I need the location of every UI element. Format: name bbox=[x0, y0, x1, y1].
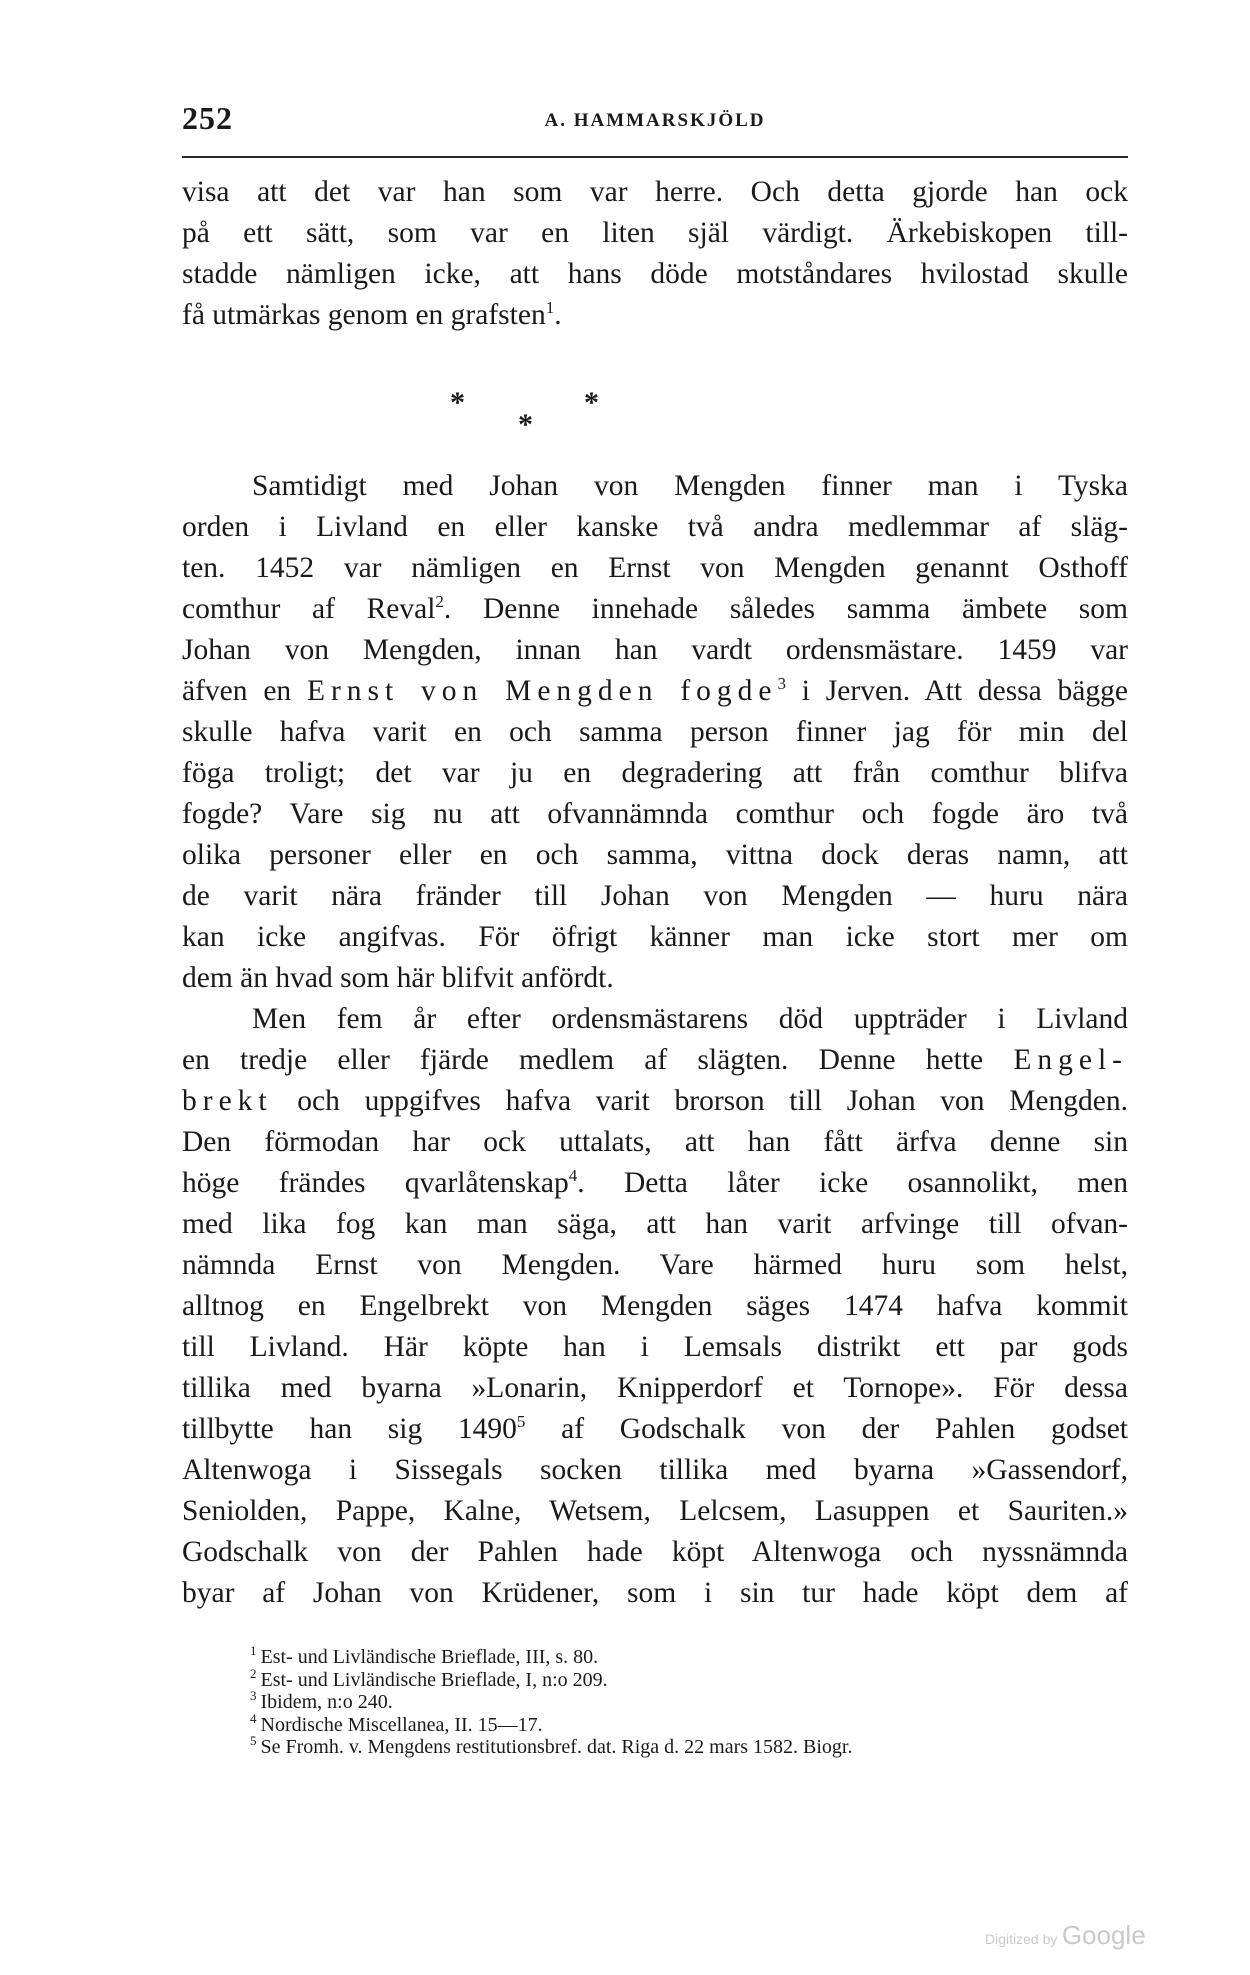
text-line: skulle hafva varit en och samma person finner jag för min del bbox=[182, 716, 1128, 748]
text-line: föga troligt; det var ju en degradering att från comthur blifva bbox=[182, 757, 1128, 789]
text-line: Den förmodan har ock uttalats, att han fått ärfva denne sin bbox=[182, 1126, 1128, 1158]
text-line: olika personer eller en och samma, vittna dock deras namn, att bbox=[182, 839, 1128, 871]
footnote-number: 5 bbox=[250, 1733, 257, 1749]
footnote-ref: 3 bbox=[777, 674, 786, 694]
text-line: brekt och uppgifves hafva varit brorson till Johan von Mengden. bbox=[182, 1085, 1128, 1117]
running-head: A. HAMMARSKJÖLD bbox=[544, 110, 766, 131]
text-line: med lika fog kan man säga, att han varit arfvinge till ofvan- bbox=[182, 1208, 1128, 1240]
text-line: höge frändes qvarlåtenskap$^4$. Detta låter icke osannolikt, men bbox=[182, 1166, 1128, 1199]
separator-star: * bbox=[518, 408, 533, 441]
footnote bbox=[250, 1688, 1130, 1714]
footnote-number: 2 bbox=[250, 1665, 257, 1681]
footnote bbox=[250, 1643, 1130, 1669]
text-line: tillika med byarna »Lonarin, Knipperdorf et Tornope». För dessa bbox=[182, 1372, 1128, 1404]
text-line: fogde? Vare sig nu att ofvannämnda comthur och fogde äro två bbox=[182, 798, 1128, 830]
footnote-text: Nordische Miscellanea, II. 15—17. bbox=[260, 1713, 543, 1736]
footnote-ref: 5 bbox=[516, 1412, 526, 1432]
text-line: på ett sätt, som var en liten själ värdigt. Ärkebiskopen till- bbox=[182, 217, 1128, 249]
text-line: Men fem år efter ordensmästarens död uppträder i Livland bbox=[252, 1003, 1128, 1035]
text-line: en tredje eller fjärde medlem af slägten. Denne hette Engel- bbox=[182, 1044, 1128, 1076]
footnote-ref: 2 bbox=[435, 592, 444, 612]
text-line: kan icke angifvas. För öfrigt känner man icke stort mer om bbox=[182, 921, 1128, 953]
footnote-number: 4 bbox=[250, 1710, 257, 1726]
watermark-prefix: Digitized by bbox=[985, 1931, 1058, 1947]
text-line: ten. 1452 var nämligen en Ernst von Mengden genannt Osthoff bbox=[182, 552, 1128, 584]
footnote-text: Est- und Livländische Brieflade, III, s. 80. bbox=[260, 1646, 599, 1668]
footnote bbox=[250, 1710, 1130, 1737]
text-line: Samtidigt med Johan von Mengden finner man i Tyska bbox=[252, 470, 1128, 502]
footnote-text: Se Fromh. v. Mengdens restitutionsbref. dat. Riga d. 22 mars 1582. Biogr. bbox=[260, 1736, 853, 1758]
footnote-ref: 4 bbox=[568, 1166, 578, 1186]
text-line: Altenwoga i Sissegals socken tillika med byarna »Gassendorf, bbox=[182, 1454, 1128, 1486]
text-line: comthur af Reval$^2$. Denne innehade således samma ämbete som bbox=[182, 592, 1128, 625]
text-line: alltnog en Engelbrekt von Mengden säges 1474 hafva kommit bbox=[182, 1290, 1128, 1322]
separator-star: * bbox=[584, 386, 599, 419]
footnote-text: Est- und Livländische Brieflade, I, n:o 209. bbox=[260, 1668, 608, 1691]
text-line: nämnda Ernst von Mengden. Vare härmed huru som helst, bbox=[182, 1249, 1128, 1281]
text-line: få utmärkas genom en grafsten$^1$. bbox=[182, 298, 562, 331]
text-line: Godschalk von der Pahlen hade köpt Altenwoga och nyssnämnda bbox=[182, 1536, 1128, 1568]
text-line: Seniolden, Pappe, Kalne, Wetsem, Lelcsem, Lasuppen et Sauriten.» bbox=[182, 1495, 1128, 1527]
page-number: 252 bbox=[182, 100, 233, 136]
footnote bbox=[250, 1665, 1130, 1692]
watermark-brand: Google bbox=[1061, 1920, 1146, 1950]
text-line: till Livland. Här köpte han i Lemsals distrikt ett par gods bbox=[182, 1331, 1128, 1363]
text-line: dem än hvad som här blifvit anfördt. bbox=[182, 962, 614, 994]
text-line: tillbytte han sig 1490$^5$ af Godschalk von der Pahlen godset bbox=[182, 1412, 1128, 1445]
text-line: byar af Johan von Krüdener, som i sin tur hade köpt dem af bbox=[182, 1577, 1128, 1609]
text-line: orden i Livland en eller kanske två andra medlemmar af släg- bbox=[182, 511, 1128, 543]
text-line: stadde nämligen icke, att hans döde motståndares hvilostad skulle bbox=[182, 258, 1128, 290]
text-line: äfven en Ernst von Mengden fogde$^3$ i Jerven. Att dessa bägge bbox=[182, 674, 1128, 707]
section-separator bbox=[182, 336, 1128, 466]
footnote bbox=[250, 1733, 1130, 1759]
footnote-number: 1 bbox=[250, 1643, 257, 1659]
digitization-watermark bbox=[985, 1920, 1146, 1951]
footnote-text: Ibidem, n:o 240. bbox=[260, 1691, 393, 1713]
footnote-number: 3 bbox=[250, 1688, 257, 1704]
header-rule bbox=[182, 156, 1128, 158]
body-text bbox=[182, 172, 1128, 1614]
text-line: Johan von Mengden, innan han vardt ordensmästare. 1459 var bbox=[182, 634, 1128, 666]
footnotes bbox=[250, 1643, 1130, 1759]
separator-star: * bbox=[450, 386, 465, 419]
text-line: visa att det var han som var herre. Och detta gjorde han ock bbox=[182, 176, 1128, 208]
footnote-ref: 1 bbox=[545, 298, 555, 318]
page-header bbox=[182, 100, 1128, 146]
text-line: de varit nära fränder till Johan von Mengden — huru nära bbox=[182, 880, 1128, 912]
